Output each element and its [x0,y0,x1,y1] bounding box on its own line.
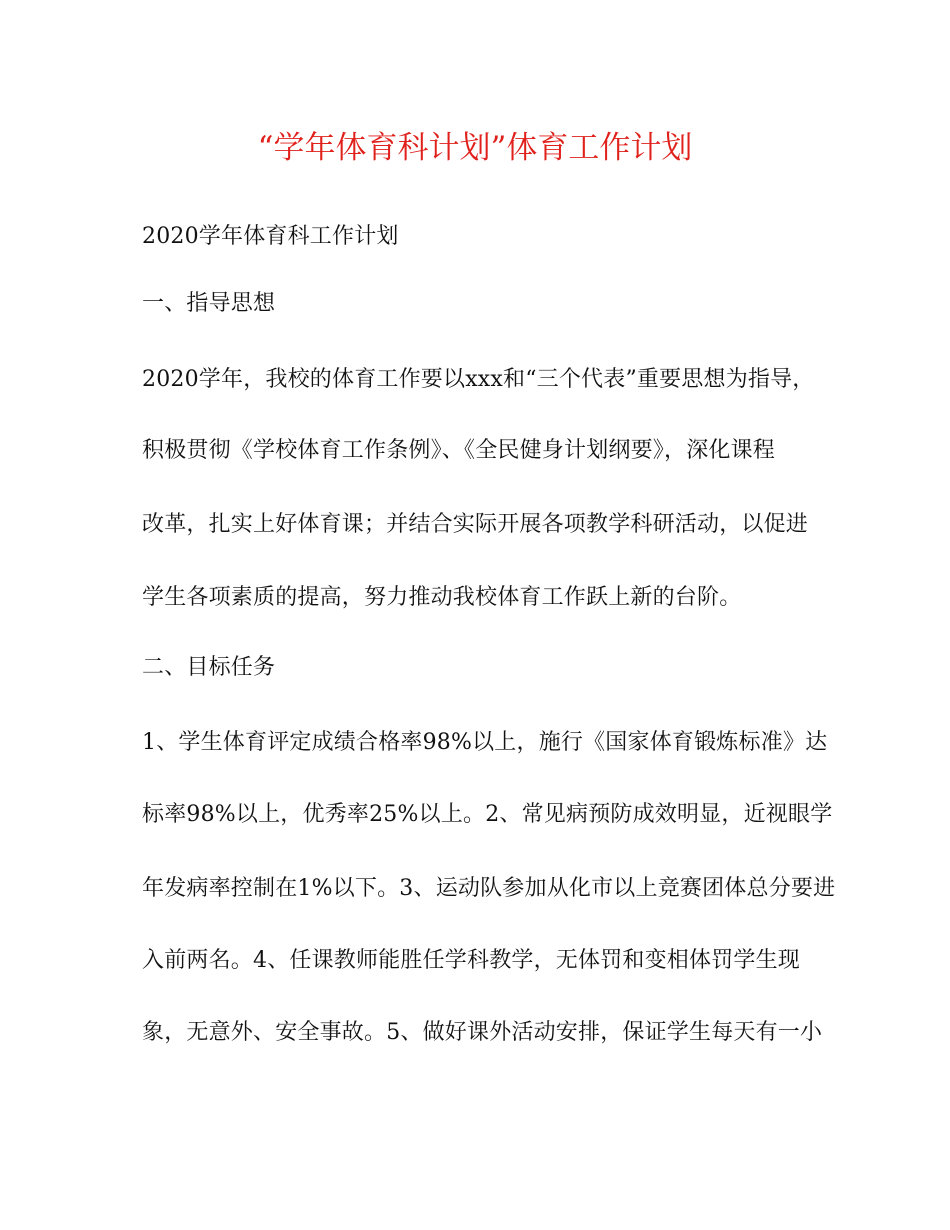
text-line: 象，无意外、安全事故。5、做好课外活动安排，保证学生每天有一小 [142,1020,823,1045]
text-line: 年发病率控制在1%以下。3、运动队参加从化市以上竞赛团体总分要进 [142,876,836,901]
text-line: 积极贯彻《学校体育工作条例》、《全民健身计划纲要》，深化课程 [142,438,776,463]
text-line: 2020学年体育科工作计划 [142,224,399,249]
text-line: 改革，扎实上好体育课；并结合实际开展各项教学科研活动，以促进 [142,512,809,537]
section-heading: 二、目标任务 [142,655,276,680]
text-line: 学生各项素质的提高，努力推动我校体育工作跃上新的台阶。 [142,585,742,610]
text-line: 入前两名。4、任课教师能胜任学科教学，无体罚和变相体罚学生现 [142,948,800,973]
document-title: “学年体育科计划”体育工作计划 [257,130,693,166]
section-heading: 一、指导思想 [142,291,276,316]
text-line: 标率98%以上，优秀率25%以上。2、常见病预防成效明显，近视眼学 [142,802,833,827]
text-line: 1、学生体育评定成绩合格率98%以上，施行《国家体育锻炼标准》达 [142,730,828,755]
text-line: 2020学年，我校的体育工作要以xxx和“三个代表”重要思想为指导， [142,367,815,392]
